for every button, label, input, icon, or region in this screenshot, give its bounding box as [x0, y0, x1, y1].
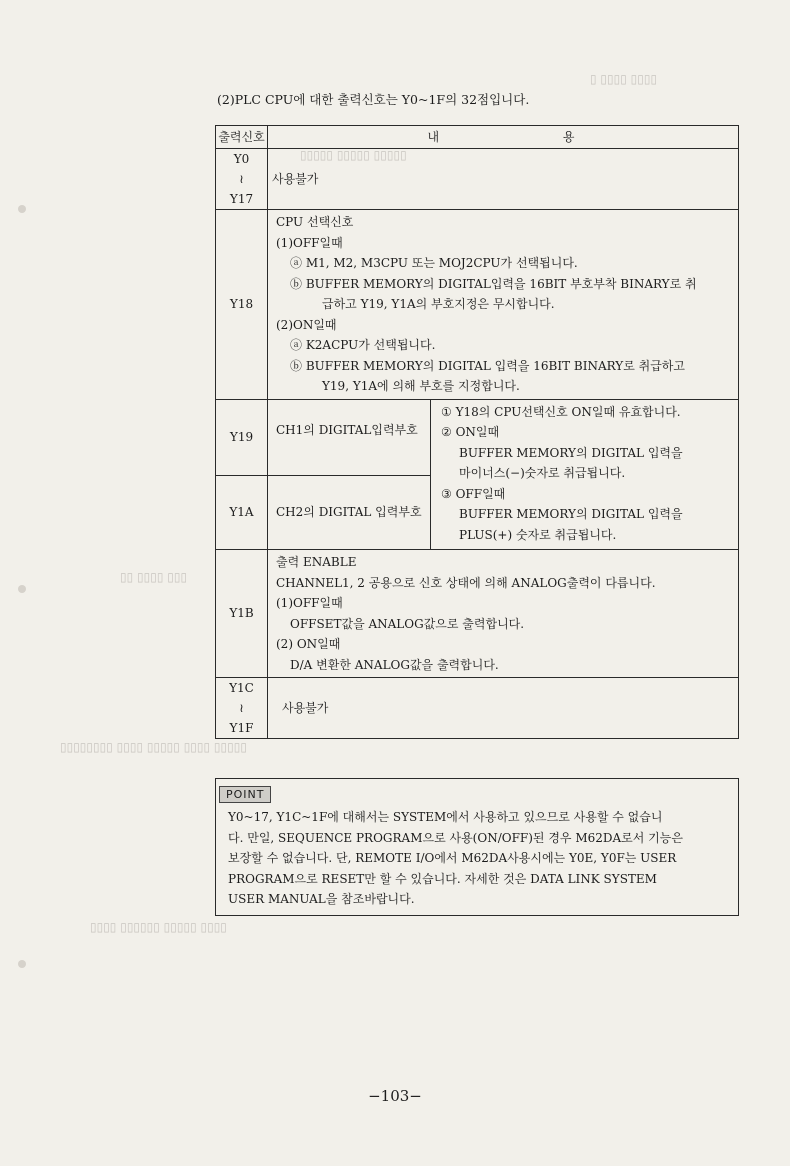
header-content: 내 용 — [268, 126, 739, 149]
description-line: ⓑ BUFFER MEMORY의 DIGITAL입력을 16BIT 부호부착 BINARY로 취 — [290, 276, 697, 291]
signal-code-end: Y17 — [229, 192, 254, 206]
punch-hole — [18, 585, 26, 593]
row-y1c-y1f — [216, 678, 739, 739]
sign-notes-cell — [431, 399, 739, 550]
description-line: (2) ON일때 — [276, 637, 341, 651]
header-signal: 출력신호 — [216, 126, 268, 149]
signal-code-start: Y0 — [233, 152, 250, 166]
point-line: Y0~17, Y1C~1F에 대해서는 SYSTEM에서 사용하고 있으므로 사용할 수 없습니 — [228, 810, 663, 824]
signal-description: 사용불가 — [268, 678, 739, 739]
description-line: D/A 변환한 ANALOG값을 출력합니다. — [290, 657, 499, 672]
bleed-through-text: ▯▯▯▯▯ ▯▯▯▯▯ ▯▯▯▯▯ — [300, 148, 407, 162]
description-line: ⓐ K2ACPU가 선택됩니다. — [290, 338, 436, 352]
bleed-through-text: ▯▯ ▯▯▯▯ ▯▯▯ — [120, 570, 188, 584]
signal-description: 사용불가 — [268, 149, 739, 210]
page-number: −103− — [368, 1087, 422, 1105]
signal-description: CH2의 DIGITAL 입력부호 — [268, 475, 431, 549]
description-line: (1)OFF일때 — [276, 596, 343, 610]
note-line: ③ OFF일때 — [441, 486, 506, 501]
row-y19 — [216, 399, 739, 475]
signal-code-cell: Y1B — [216, 550, 268, 678]
range-tilde: ≀ — [239, 701, 244, 715]
bleed-through-text: ▯▯▯▯ ▯▯▯▯▯▯ ▯▯▯▯▯ ▯▯▯▯ — [90, 920, 227, 934]
description-line: 급하고 Y19, Y1A의 부호지정은 무시합니다. — [322, 297, 555, 311]
range-tilde: ≀ — [239, 172, 244, 186]
signal-code-end: Y1F — [229, 721, 254, 735]
output-signal-table — [215, 125, 739, 739]
row-y0-y17 — [216, 149, 739, 210]
signal-code-cell: Y1A — [216, 475, 268, 549]
note-line: ① Y18의 CPU선택신호 ON일때 유효합니다. — [441, 404, 681, 419]
signal-code-start: Y1C — [229, 681, 254, 695]
table-header-row — [216, 126, 739, 149]
row-y18 — [216, 210, 739, 400]
point-line: 보장할 수 없습니다. 단, REMOTE I/O에서 M62DA사용시에는 Y0E, Y0F는 USER — [228, 851, 677, 865]
signal-description — [268, 210, 739, 400]
signal-description — [268, 550, 739, 678]
punch-hole — [18, 205, 26, 213]
note-line: BUFFER MEMORY의 DIGITAL 입력을 — [459, 445, 683, 460]
bleed-through-text: ▯▯▯▯▯▯▯▯ ▯▯▯▯ ▯▯▯▯▯ ▯▯▯▯ ▯▯▯▯▯ — [60, 740, 247, 754]
description-line: (1)OFF일때 — [276, 235, 343, 250]
signal-description: CH1의 DIGITAL입력부호 — [268, 399, 431, 475]
description-line: 출력 ENABLE — [276, 555, 357, 569]
description-line: ⓐ M1, M2, M3CPU 또는 MOJ2CPU가 선택됩니다. — [290, 256, 578, 270]
point-line: USER MANUAL을 참조바랍니다. — [228, 892, 415, 906]
point-label: POINT — [219, 786, 271, 803]
note-line: BUFFER MEMORY의 DIGITAL 입력을 — [459, 507, 683, 521]
signal-code-cell — [216, 149, 268, 210]
signal-code-cell: Y18 — [216, 210, 268, 400]
point-line: PROGRAM으로 RESET만 할 수 있습니다. 자세한 것은 DATA LINK SYSTEM — [228, 871, 657, 886]
signal-code-cell: Y19 — [216, 399, 268, 475]
description-line: ⓑ BUFFER MEMORY의 DIGITAL 입력을 16BIT BINARY로 취급하고 — [290, 358, 685, 373]
punch-hole — [18, 960, 26, 968]
signal-code-cell — [216, 678, 268, 739]
note-line: PLUS(+) 숫자로 취급됩니다. — [459, 527, 617, 542]
intro-line: (2)PLC CPU에 대한 출력신호는 Y0~1F의 32점입니다. — [217, 92, 530, 107]
point-text — [228, 807, 728, 910]
point-line: 다. 만일, SEQUENCE PROGRAM으로 사용(ON/OFF)된 경우 M62DA로서 기능은 — [228, 830, 683, 845]
bleed-through-text: ▯ ▯▯▯▯ ▯▯▯▯ — [590, 72, 658, 86]
point-note-box — [215, 778, 739, 916]
description-line: OFFSET값을 ANALOG값으로 출력합니다. — [290, 616, 525, 631]
description-line: CHANNEL1, 2 공용으로 신호 상태에 의해 ANALOG출력이 다릅니다. — [276, 575, 656, 590]
row-y1b — [216, 550, 739, 678]
description-line: Y19, Y1A에 의해 부호를 지정합니다. — [322, 379, 520, 393]
note-line: ② ON일때 — [441, 425, 500, 439]
note-line: 마이너스(−)숫자로 취급됩니다. — [459, 466, 626, 480]
description-line: CPU 선택신호 — [276, 215, 354, 229]
description-line: (2)ON일때 — [276, 317, 337, 332]
